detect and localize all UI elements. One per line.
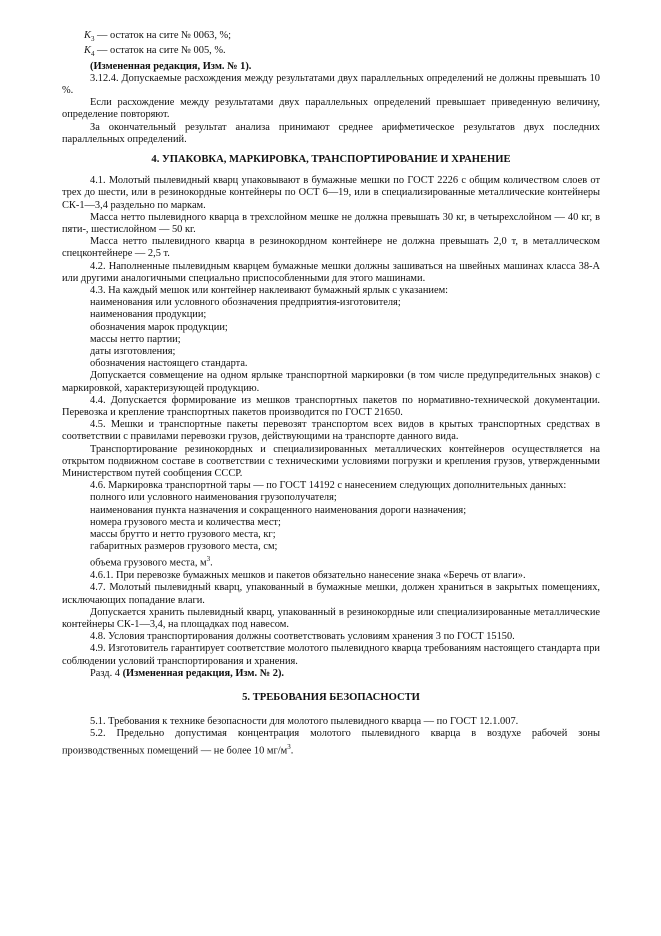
paragraph-3-12-4: 3.12.4. Допускаемые расхождения между результатами двух параллельных определений не должны превышать 10 %. [62,72,600,96]
paragraph-mass-containers: Масса нетто пылевидного кварца в резинокордном контейнере не должна превышать 2,0 т, в металлическом спецконтейнере — 2,5 т. [62,236,600,260]
paragraph-allowed-combined-label: Допускается совмещение на одном ярлыке транспортной маркировки (в том числе предупредительных знаков) с маркировкой, характеризующей продукцию. [62,370,600,394]
document-page [62,30,600,757]
paragraph-4-4: 4.4. Допускается формирование из мешков транспортных пакетов по нормативно-технической документации. Перевозка и крепление транспортных пакетов производится по ГОСТ 21650. [62,394,600,419]
paragraph-4-7: 4.7. Молотый пылевидный кварц, упакованный в бумажные мешки, должен храниться в закрытых помещениях, исключающих попадание влаги. [62,582,600,606]
list-item: наименования пункта назначения и сокращенного наименования дороги назначения; [90,504,467,516]
paragraph-5-1: 5.1. Требования к технике безопасности для молотого пылевидного кварца — по ГОСТ 12.1.007. [90,716,519,728]
section-5-heading: 5. ТРЕБОВАНИЯ БЕЗОПАСНОСТИ [242,691,420,703]
list-item: номера грузового места и количества мест; [90,516,281,528]
list-item: полного или условного наименования грузополучателя; [90,492,337,504]
paragraph-4-8: 4.8. Условия транспортирования должны соответствовать условиям хранения 3 по ГОСТ 15150. [90,631,515,643]
list-item: наименования или условного обозначения предприятия-изготовителя; [90,297,401,309]
paragraph-mass-bags: Масса нетто пылевидного кварца в трехслойном мешке не должна превышать 30 кг, в четырехслойном — 40 кг, в пяти-, шестислойном — 50 кг. [62,211,600,235]
paragraph-4-1: 4.1. Молотый пылевидный кварц упаковывают в бумажные мешки по ГОСТ 2226 с общим количеством слоев от трех до шести, или в резинокордные контейнеры по ОСТ 6—19, или в специализированные металлические контейнеры СК-1—3,4 раздельно по маркам. [62,175,600,211]
paragraph-4-2: 4.2. Наполненные пылевидным кварцем бумажные мешки должны зашиваться на швейных машинах класса 38-А или другими аналогичными специально приспособленными для этого машинами. [62,260,600,284]
paragraph-final-result: За окончательный результат анализа принимают среднее арифметическое результатов двух последних параллельных определений. [62,121,600,145]
paragraph-4-6-1: 4.6.1. При перевозке бумажных мешков и пакетов обязательно нанесение знака «Беречь от влаги». [90,570,526,582]
paragraph-discrepancy: Если расхождение между результатами двух параллельных определений превышает приведенную величину, определение повторяют. [62,97,600,121]
formula-variable-k4: $K_4$ — остаток на сите № 005, %. [84,45,226,59]
paragraph-allowed-storage: Допускается хранить пылевидный кварц, упакованный в резинокордные или специализированные металлические контейнеры СК-1—3,4, на площадках под навесом. [62,606,600,630]
paragraph-container-transport: Транспортирование резинокордных и специализированных металлических контейнеров осуществляется на открытом подвижном составе в соответствии с техническими условиями погрузки и крепления грузов, утвержденными Министерством путей сообщения СССР. [62,443,600,480]
edit-note-1: (Измененная редакция, Изм. № 1). [90,60,252,72]
paragraph-4-5: 4.5. Мешки и транспортные пакеты перевозят транспортом всех видов в крытых транспортных средствах в соответствии с правилами перевозки грузов, действующими на транспорте данного вида. [62,419,600,443]
list-item: габаритных размеров грузового места, см; [90,541,278,553]
list-item: обозначения марок продукции; [90,321,228,333]
list-item: массы брутто и нетто грузового места, кг; [90,529,276,541]
paragraph-4-3: 4.3. На каждый мешок или контейнер наклеивают бумажный ярлык с указанием: [90,285,449,297]
list-item: обозначения настоящего стандарта. [90,358,248,370]
list-item: наименования продукции; [90,309,207,321]
list-item: даты изготовления; [90,346,176,358]
paragraph-5-2: 5.2. Предельно допустимая концентрация молотого пылевидного кварца в воздухе рабочей зоны производственных помещений — не более 10 $мг/м^3$. [62,728,600,757]
list-item: объема грузового места, $м^3$. [90,555,213,569]
section-4-heading: 4. УПАКОВКА, МАРКИРОВКА, ТРАНСПОРТИРОВАНИЕ И ХРАНЕНИЕ [151,153,511,165]
formula-variable-k3: $K_3$ — остаток на сите № 0063, %; [84,30,232,44]
edit-note-2: Разд. 4 (Измененная редакция, Изм. № 2). [90,667,284,679]
marking-data-list [62,492,600,570]
paragraph-4-6: 4.6. Маркировка транспортной тары — по ГОСТ 14192 с нанесением следующих дополнительных данных: [90,480,567,492]
paragraph-4-9: 4.9. Изготовитель гарантирует соответствие молотого пылевидного кварца требованиям настоящего стандарта при соблюдении условий транспортирования и хранения. [62,643,600,667]
label-contents-list [62,297,600,370]
list-item: массы нетто партии; [90,333,181,345]
